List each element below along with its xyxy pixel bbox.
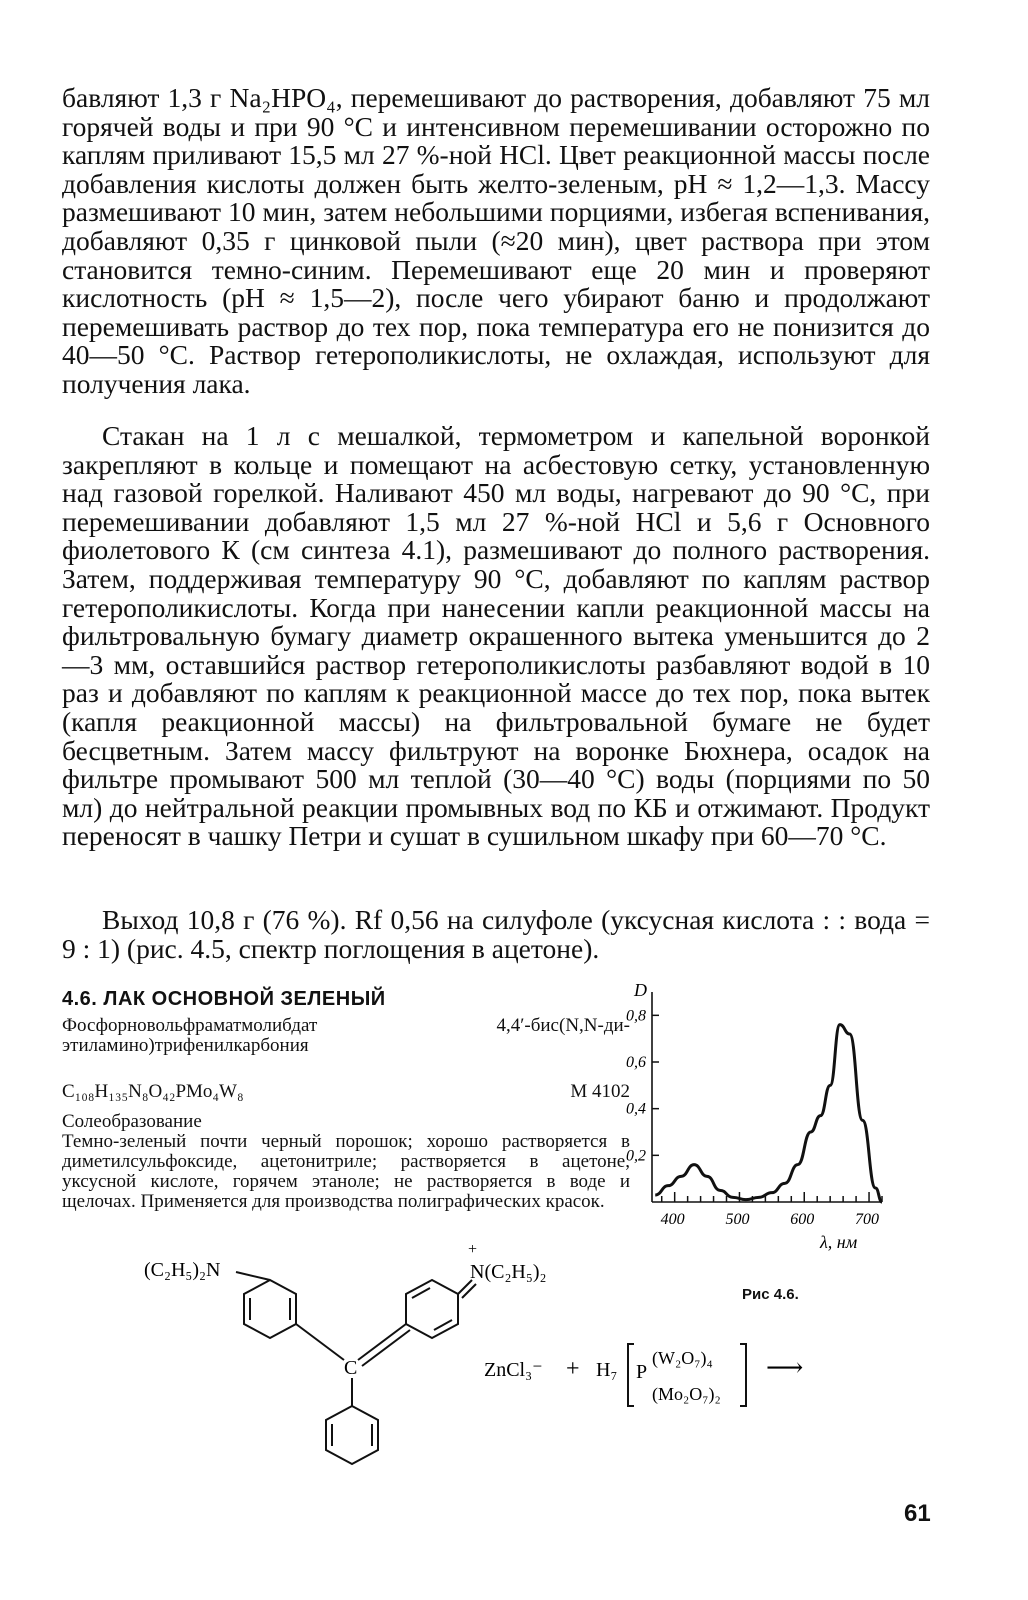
compound-name-left: Фосфорновольфраматмолибдат этиламино)трифенилкарбония [62,1015,318,1056]
y-ticks [626,1007,659,1164]
acid-prefix: H₇ [596,1359,618,1381]
x-axis-label: λ, нм [820,1232,858,1252]
bottom-phenyl-ring [326,1406,378,1464]
section-title: 4.6. ЛАК ОСНОВНОЙ ЗЕЛЕНЫЙ [62,988,386,1010]
acid-molybdate-group: (Mo₂O₇)₂ [652,1384,721,1404]
synthesis-method: Солеобразование [62,1111,202,1132]
left-c-bond [296,1324,344,1360]
right-c-double-bond-2 [362,1330,410,1366]
acid-tungstate-group: (W₂O₇)₄ [652,1348,713,1368]
plus-sign: + [566,1356,580,1382]
y-tick-label: 0,2 [626,1147,646,1165]
molecular-mass: М 4102 [570,1081,630,1102]
x-tick-label: 600 [790,1211,815,1228]
chart-svg [626,980,930,1280]
paragraph-continuation: бавляют 1,3 г Na₂HPO₄, перемешивают до растворения, добавляют 75 мл горячей воды и при 90 °С и интенсивном перемешивании осторожно по каплям приливают 15,5 мл 27 %-ной HCl. Цвет реакционной массы после добавления кислоты должен быть желто-зеленым, pH ≈ 1,2—1,3. Массу размешивают 10 мин, затем небольшими порциями, избегая вспенивания, добавляют 0,35 г цинковой пыли (≈20 мин), цвет раствора при этом становится темно-синим. Перемешивают еще 20 мин и проверяют кислотность (pH ≈ 1,5—2), после чего убирают баню и продолжают перемешивать раствор до тех пор, пока температура его не понизится до 40—50 °С. Раствор гетерополикислоты, не охлаждая, используют для получения лака. [62,82,930,399]
right-c-double-bond [358,1324,406,1360]
right-amine-group: N(C₂H₅)₂ [470,1261,547,1283]
right-quinoid-ring [406,1280,458,1338]
left-bracket [628,1344,634,1406]
central-carbon: C [344,1357,358,1379]
compound-description: Темно-зеленый почти черный порошок; хорошо растворяется в диметилсульфоксиде, ацетонитриле; растворяется в ацетоне, уксусной кислоте, горячем этаноле; не растворяется в воде и щелочах. Применяется для производства полиграфических красок. [62,1131,630,1212]
x-tick-label: 500 [725,1211,750,1228]
paragraph-yield: Выход 10,8 г (76 %). Rf 0,56 на силуфоле (уксусная кислота : : вода = 9 : 1) (рис. 4.5, спектр поглощения в ацетоне). [62,904,930,964]
y-tick-label: 0,8 [626,1007,646,1025]
right-bracket [740,1344,746,1406]
figure-caption: Рис 4.6. [742,1286,799,1303]
paragraph-procedure: Стакан на 1 л с мешалкой, термометром и капельной воронкой закрепляют в кольце и помещают на асбестовую сетку, установленную над газовой горелкой. Наливают 450 мл воды, нагревают до 90 °С, при перемешивании добавляют 1,5 мл 27 %-ной HCl и 5,6 г Основного фиолетового К (см синтеза 4.1), размешивают до полного растворения. Затем, поддерживая температуру 90 °С, добавляют по каплям раствор гетерополикислоты. Когда при нанесении капли реакционной массы на фильтровальную бумагу диаметр окрашенного вытека уменьшится до 2—3 мм, оставшийся раствор гетерополикислоты разбавляют водой в 10 раз и добавляют по каплям к реакционной массе до тех пор, пока вытек (капля реакционной массы) на фильтровальной бумаге не будет бесцветным. Затем массу фильтруют на воронке Бюхнера, осадок на фильтре промывают 500 мл теплой (30—40 °С) воды (порциями по 50 мл) до нейтральной реакции промывных вод по КБ и отжимают. Продукт переносят в чашку Петри и сушат в сушильном шкафу при 60—70 °С. [62,420,930,852]
right-n-double-bond-2 [462,1284,476,1298]
x-ticks [661,1192,882,1228]
absorption-spectrum-chart [626,980,930,1280]
y-tick-label: 0,6 [626,1054,646,1071]
y-tick-label: 0,4 [626,1100,646,1118]
acid-central-atom: P [636,1361,648,1383]
x-tick-label: 700 [855,1211,880,1228]
x-tick-label: 400 [660,1211,685,1228]
left-phenyl-ring [244,1280,296,1338]
chemical-structure [100,1240,860,1490]
compound-name-right: 4,4′-бис(N,N-ди- [496,1015,630,1036]
reaction-arrow: ⟶ [766,1353,804,1382]
plus-charge: + [468,1241,478,1258]
molecular-formula: C₁₀₈H₁₃₅N₈O₄₂PMo₄W₈ [62,1081,244,1102]
page-number: 61 [904,1500,931,1527]
y-axis-label: D [634,980,647,1000]
counter-ion: ZnCl₃⁻ [484,1359,543,1381]
left-amine-group: (C₂H₅)₂N [144,1259,221,1281]
left-n-bond [236,1272,270,1280]
spectrum-series-line [655,1025,882,1202]
